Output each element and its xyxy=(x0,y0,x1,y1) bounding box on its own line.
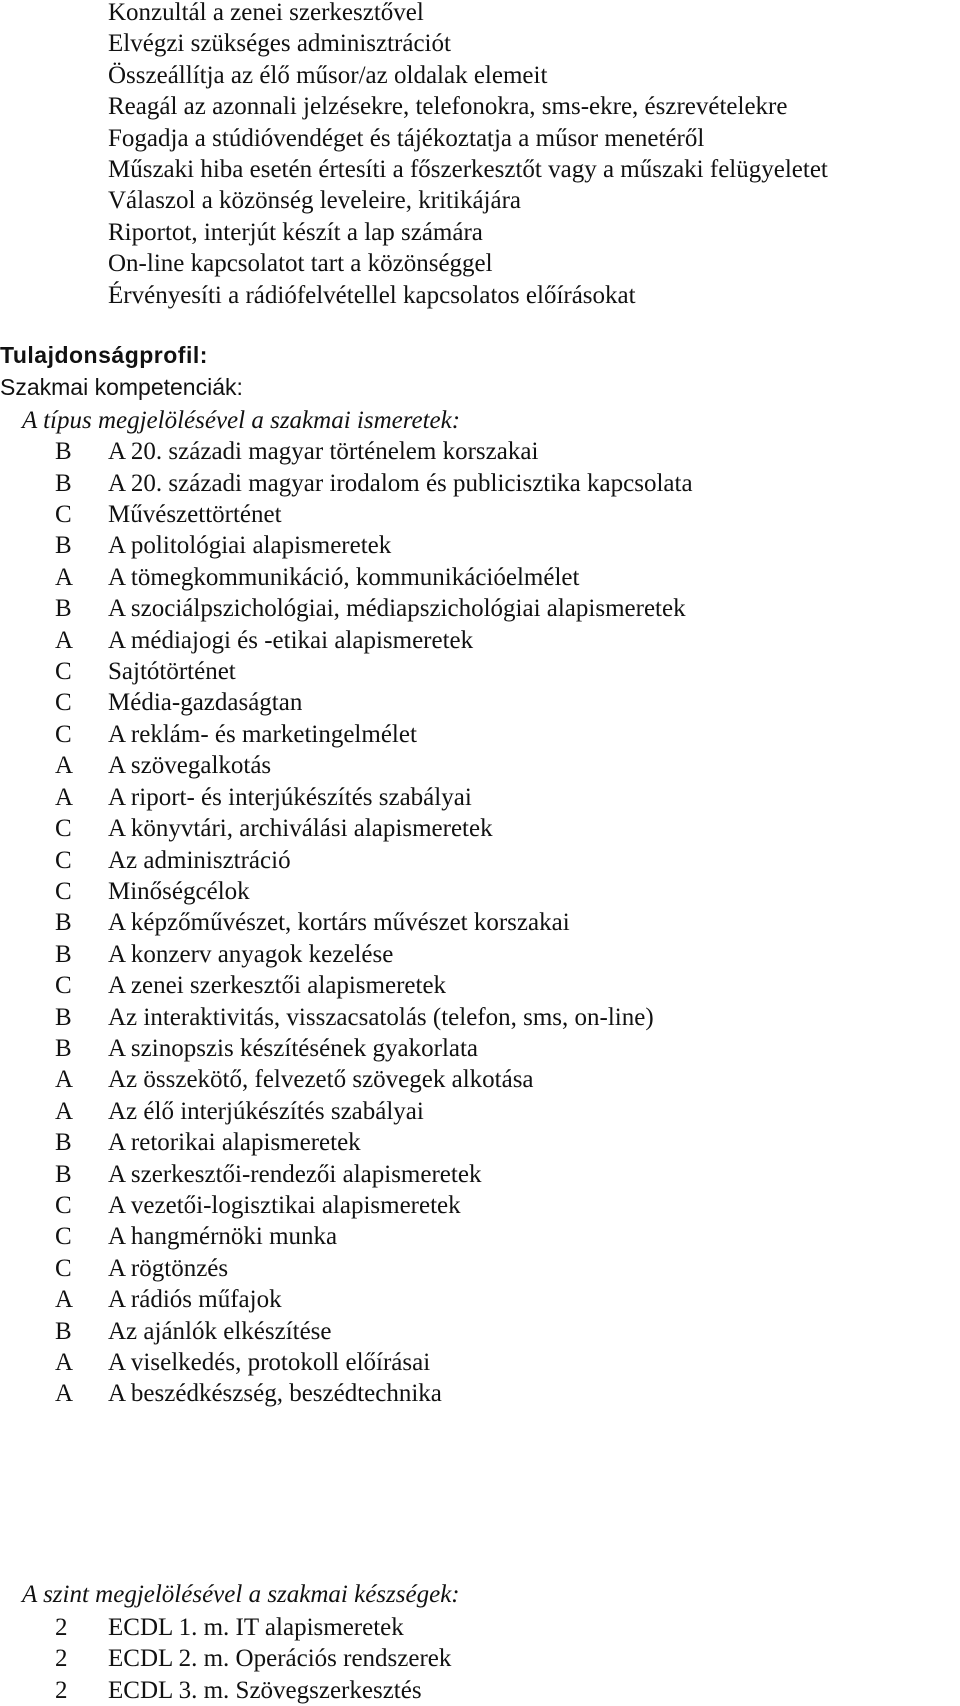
knowledge-type: B xyxy=(55,469,72,497)
duty-item: Válaszol a közönség leveleire, kritikájára xyxy=(108,187,522,215)
knowledge-text: A 20. századi magyar történelem korszakai xyxy=(108,438,539,466)
knowledge-type: A xyxy=(55,1349,74,1376)
knowledge-type: C xyxy=(55,972,72,1000)
skill-text: ECDL 2. m. Operációs rendszerek xyxy=(108,1645,452,1673)
knowledge-row xyxy=(55,499,693,530)
skill-level: 2 xyxy=(55,1614,68,1641)
knowledge-row xyxy=(55,845,693,876)
knowledge-text: Média-gazdaságtan xyxy=(108,689,303,717)
knowledge-type: B xyxy=(55,595,72,623)
knowledge-text: Művészettörténet xyxy=(108,501,282,529)
knowledge-row xyxy=(55,1033,693,1064)
duty-item: On-line kapcsolatot tart a közönséggel xyxy=(108,250,493,278)
knowledge-type: C xyxy=(55,1191,72,1219)
knowledge-text: A szociálpszichológiai, médiapszichológiai alapismeretek xyxy=(108,595,686,623)
knowledge-type: A xyxy=(55,1066,74,1094)
knowledge-type: A xyxy=(55,752,74,780)
knowledge-type: B xyxy=(55,1317,72,1345)
knowledge-text: A beszédkészség, beszédtechnika xyxy=(108,1380,442,1408)
knowledge-text: A viselkedés, protokoll előírásai xyxy=(108,1349,431,1376)
knowledge-row xyxy=(55,907,693,938)
knowledge-text: A retorikai alapismeretek xyxy=(108,1129,361,1157)
knowledge-row xyxy=(55,625,693,656)
knowledge-text: A konzerv anyagok kezelése xyxy=(108,940,394,968)
knowledge-row xyxy=(55,813,693,844)
knowledge-type: C xyxy=(55,846,72,874)
skill-row xyxy=(55,1643,451,1674)
knowledge-type: C xyxy=(55,1223,72,1251)
knowledge-row xyxy=(55,1159,693,1190)
knowledge-row xyxy=(55,1378,693,1409)
knowledge-row xyxy=(55,1316,693,1347)
knowledge-text: A riport- és interjúkészítés szabályai xyxy=(108,783,472,811)
knowledge-row xyxy=(55,436,693,467)
competencies-subheading: Szakmai kompetenciák: xyxy=(0,374,243,401)
knowledge-row xyxy=(55,939,693,970)
knowledge-text: A médiajogi és -etikai alapismeretek xyxy=(108,626,474,654)
knowledge-row xyxy=(55,876,693,907)
knowledge-row xyxy=(55,656,693,687)
skills-title: A szint megjelölésével a szakmai készségek: xyxy=(22,1581,460,1608)
profile-heading: Tulajdonságprofil: xyxy=(0,342,208,368)
knowledge-row xyxy=(55,468,693,499)
knowledge-row xyxy=(55,687,693,718)
knowledge-row xyxy=(55,1127,693,1158)
knowledge-row xyxy=(55,782,693,813)
profile-section xyxy=(0,340,693,1410)
knowledge-type: A xyxy=(55,783,74,811)
knowledge-title: A típus megjelölésével a szakmai ismeretek: xyxy=(22,406,461,434)
knowledge-row xyxy=(55,1096,693,1127)
knowledge-text: A képzőművészet, kortárs művészet korszakai xyxy=(108,909,570,937)
knowledge-text: Az adminisztráció xyxy=(108,846,291,874)
knowledge-type: C xyxy=(55,720,72,748)
knowledge-text: A szinopszis készítésének gyakorlata xyxy=(108,1034,479,1062)
knowledge-row xyxy=(55,1064,693,1095)
skills-list xyxy=(55,1612,451,1706)
knowledge-text: A szövegalkotás xyxy=(108,752,272,780)
knowledge-type: B xyxy=(55,1160,72,1188)
knowledge-row xyxy=(55,970,693,1001)
knowledge-row xyxy=(55,530,693,561)
knowledge-type: A xyxy=(55,1097,74,1125)
skill-level: 2 xyxy=(55,1676,68,1704)
knowledge-row xyxy=(55,562,693,593)
knowledge-type: A xyxy=(55,563,74,591)
duty-item: Reagál az azonnali jelzésekre, telefonokra, sms-ekre, észrevételekre xyxy=(108,93,788,121)
knowledge-text: A hangmérnöki munka xyxy=(108,1223,338,1251)
knowledge-text: Az élő interjúkészítés szabályai xyxy=(108,1097,424,1125)
knowledge-text: A tömegkommunikáció, kommunikációelmélet xyxy=(108,563,580,591)
duty-item: Műszaki hiba esetén értesíti a főszerkesztőt vagy a műszaki felügyeletet xyxy=(108,156,828,184)
knowledge-type: C xyxy=(55,689,72,717)
skill-level: 2 xyxy=(55,1645,68,1673)
knowledge-text: A szerkesztői-rendezői alapismeretek xyxy=(108,1160,482,1188)
duty-item: Fogadja a stúdióvendéget és tájékoztatja a műsor menetéről xyxy=(108,124,705,152)
knowledge-type: C xyxy=(55,658,72,686)
knowledge-type: B xyxy=(55,1034,72,1062)
knowledge-text: A rádiós műfajok xyxy=(108,1286,282,1314)
knowledge-type: A xyxy=(55,1286,74,1314)
knowledge-text: Sajtótörténet xyxy=(108,658,236,686)
duty-item: Konzultál a zenei szerkesztővel xyxy=(108,0,424,26)
knowledge-type: C xyxy=(55,877,72,905)
knowledge-text: A reklám- és marketingelmélet xyxy=(108,720,417,748)
knowledge-type: C xyxy=(55,1254,72,1282)
knowledge-row xyxy=(55,1347,693,1378)
skill-text: ECDL 1. m. IT alapismeretek xyxy=(108,1614,404,1641)
knowledge-row xyxy=(55,1284,693,1315)
knowledge-text: Minőségcélok xyxy=(108,877,250,905)
knowledge-type: B xyxy=(55,532,72,560)
knowledge-text: A rögtönzés xyxy=(108,1254,229,1282)
skill-text: ECDL 3. m. Szövegszerkesztés xyxy=(108,1676,422,1704)
duty-item: Összeállítja az élő műsor/az oldalak elemeit xyxy=(108,61,548,89)
duty-item: Érvényesíti a rádiófelvétellel kapcsolatos előírásokat xyxy=(108,281,636,309)
knowledge-row xyxy=(55,1190,693,1221)
knowledge-row xyxy=(55,593,693,624)
knowledge-type: C xyxy=(55,815,72,843)
knowledge-text: A 20. századi magyar irodalom és publicisztika kapcsolata xyxy=(108,469,693,497)
knowledge-text: Az interaktivitás, visszacsatolás (telefon, sms, on-line) xyxy=(108,1003,654,1031)
knowledge-text: A politológiai alapismeretek xyxy=(108,532,392,560)
knowledge-type: A xyxy=(55,626,74,654)
duty-item: Riportot, interjút készít a lap számára xyxy=(108,218,483,246)
knowledge-text: A könyvtári, archiválási alapismeretek xyxy=(108,815,493,843)
skill-row xyxy=(55,1675,451,1706)
knowledge-type: B xyxy=(55,1129,72,1157)
knowledge-text: A zenei szerkesztői alapismeretek xyxy=(108,972,447,1000)
knowledge-type: B xyxy=(55,1003,72,1031)
knowledge-type: C xyxy=(55,501,72,529)
knowledge-text: Az ajánlók elkészítése xyxy=(108,1317,332,1345)
knowledge-list xyxy=(0,436,693,1410)
duty-item: Elvégzi szükséges adminisztrációt xyxy=(108,30,451,58)
knowledge-row xyxy=(55,1253,693,1284)
knowledge-type: B xyxy=(55,909,72,937)
skill-row xyxy=(55,1612,451,1643)
knowledge-text: A vezetői-logisztikai alapismeretek xyxy=(108,1191,461,1219)
knowledge-row xyxy=(55,750,693,781)
knowledge-type: B xyxy=(55,940,72,968)
duties-list xyxy=(108,0,828,311)
knowledge-type: B xyxy=(55,438,72,466)
knowledge-row xyxy=(55,1221,693,1252)
knowledge-text: Az összekötő, felvezető szövegek alkotása xyxy=(108,1066,534,1094)
knowledge-row xyxy=(55,1002,693,1033)
knowledge-type: A xyxy=(55,1380,74,1408)
knowledge-row xyxy=(55,719,693,750)
